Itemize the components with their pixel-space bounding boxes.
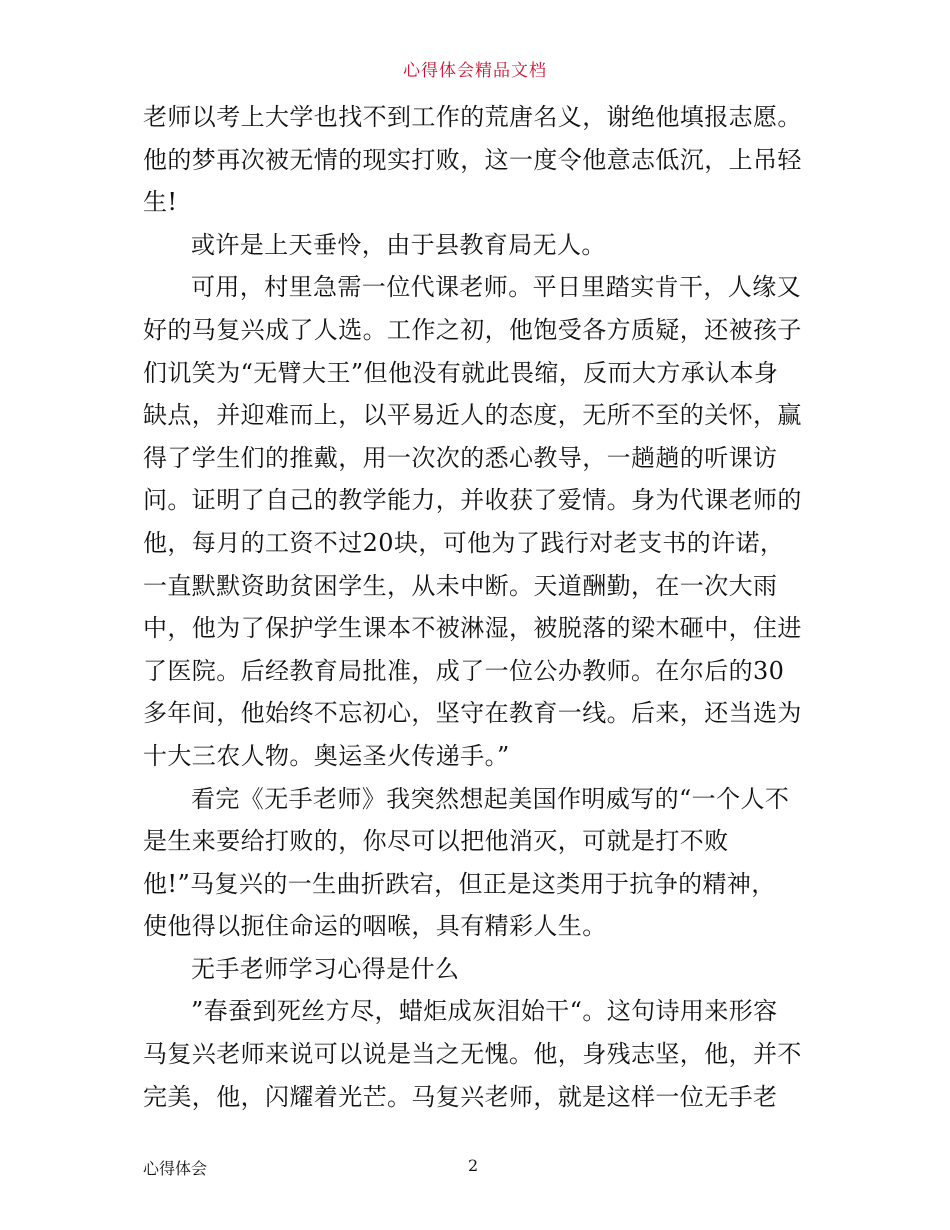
text-line: 多年间，他始终不忘初心，坚守在教育一线。后来，还当选为 — [143, 699, 802, 728]
text-line: 或许是上天垂怜，由于县教育局无人。 — [191, 230, 606, 259]
text-line: 十大三农人物。奥运圣火传递手。” — [143, 741, 510, 770]
text-line: 们讥笑为“无臂大王”但他没有就此畏缩，反而大方承认本身 — [143, 358, 779, 387]
text-line: 他的梦再次被无情的现实打败，这一度令他意志低沉，上吊轻 — [143, 145, 802, 174]
text-line: 生! — [143, 188, 178, 217]
document-body — [143, 96, 823, 1118]
text-line: 了医院。后经教育局批准，成了一位公办教师。在尔后的30 — [143, 656, 785, 685]
text-line: 缺点，并迎难而上，以平易近人的态度，无所不至的关怀，赢 — [143, 401, 802, 430]
text-line: 得了学生们的推戴，用一次次的悉心教导，一趟趟的听课访 — [143, 443, 778, 472]
text-line: 好的马复兴成了人选。工作之初，他饱受各方质疑，还被孩子 — [143, 315, 802, 344]
text-line: 可用，村里急需一位代课老师。平日里踏实肯干，人缘又 — [191, 273, 801, 302]
text-line: 他!”马复兴的一生曲折跌宕，但正是这类用于抗争的精神， — [143, 869, 776, 898]
text-line: ”春蚕到死丝方尽，蜡炬成灰泪始干“。这句诗用来形容 — [191, 997, 778, 1026]
text-line: 老师以考上大学也找不到工作的荒唐名义，谢绝他填报志愿。 — [143, 103, 802, 131]
section-heading: 无手老师学习心得是什么 — [191, 954, 460, 983]
text-line: 是生来要给打败的，你尽可以把他消灭，可就是打不败 — [143, 827, 729, 856]
text-line: 马复兴老师来说可以说是当之无愧。他，身残志坚，他，并不 — [143, 1040, 802, 1069]
text-line: 他，每月的工资不过20块，可他为了践行对老支书的许诺， — [143, 528, 785, 557]
text-line: 使他得以扼住命运的咽喉，具有精彩人生。 — [143, 912, 607, 941]
page-number: 2 — [468, 1156, 479, 1175]
text-line: 中，他为了保护学生课本不被淋湿，被脱落的梁木砸中，住进 — [143, 614, 802, 643]
text-line: 完美，他，闪耀着光芒。马复兴老师，就是这样一位无手老 — [143, 1082, 778, 1111]
footer-label: 心得体会 — [143, 1159, 208, 1178]
text-line: 问。证明了自己的教学能力，并收获了爱情。身为代课老师的 — [143, 486, 802, 515]
text-line: 一直默默资助贫困学生，从未中断。天道酬勤，在一次大雨 — [143, 571, 778, 600]
document-header-title: 心得体会精品文档 — [403, 61, 547, 81]
text-line: 看完《无手老师》我突然想起美国作明威写的“一个人不 — [191, 784, 790, 813]
